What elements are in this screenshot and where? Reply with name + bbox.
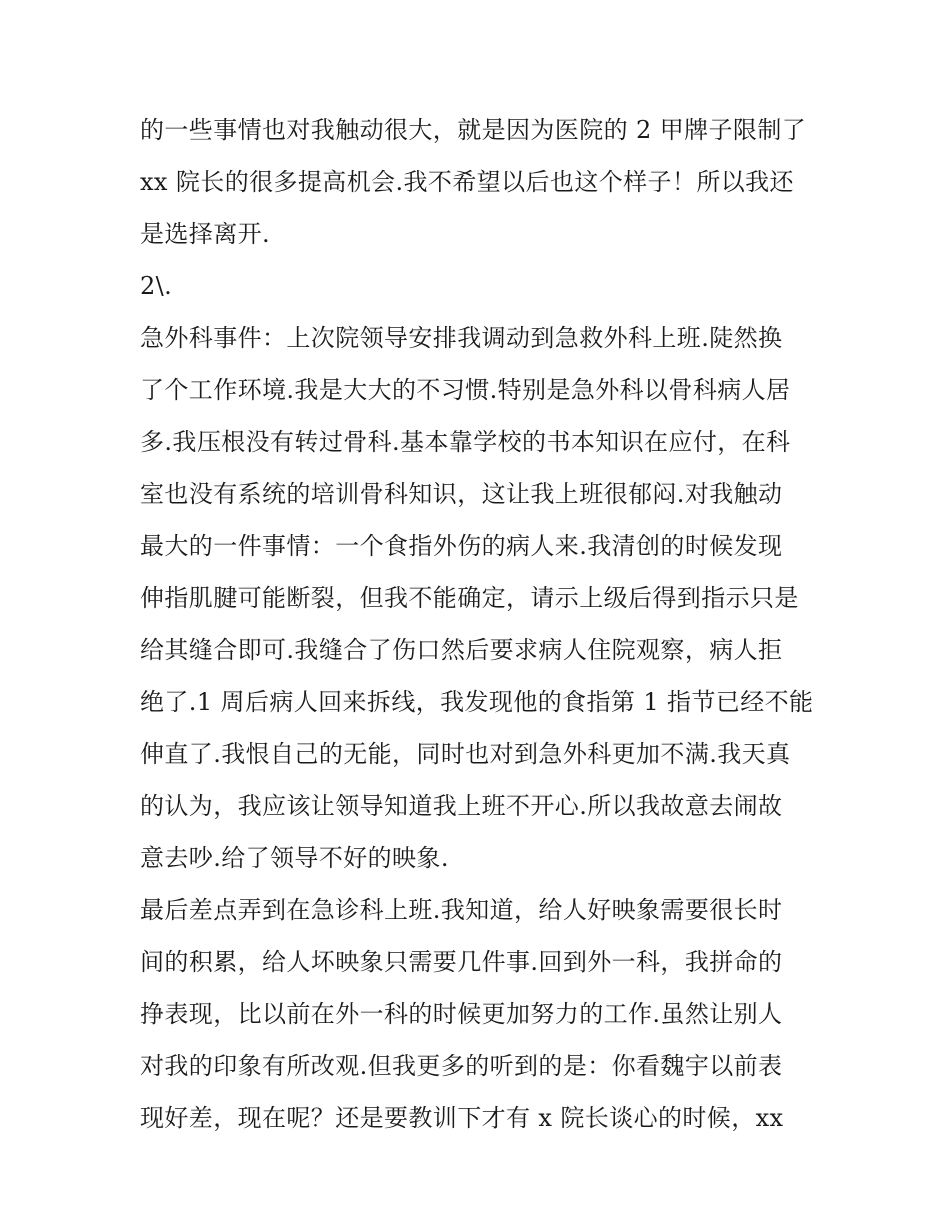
text-line: 室也没有系统的培训骨科知识，这让我上班很郁闷.对我触动 xyxy=(140,480,783,508)
text-line: 间的积累，给人坏映象只需要几件事.回到外一科，我拼命的 xyxy=(140,948,783,976)
text-line: 对我的印象有所改观.但我更多的听到的是：你看魏宇以前表 xyxy=(140,1052,783,1080)
text-line: xx 院长的很多提高机会.我不希望以后也这个样子！所以我还 xyxy=(140,168,794,196)
text-line: 伸直了.我恨自己的无能，同时也对到急外科更加不满.我天真 xyxy=(140,740,791,768)
text-line: 给其缝合即可.我缝合了伤口然后要求病人住院观察，病人拒 xyxy=(140,636,783,664)
text-line: 了个工作环境.我是大大的不习惯.特别是急外科以骨科病人居 xyxy=(140,376,791,404)
text-line: 意去吵.给了领导不好的映象. xyxy=(140,844,449,872)
text-line: 最大的一件事情：一个食指外伤的病人来.我清创的时候发现 xyxy=(140,532,783,560)
text-line: 伸指肌腱可能断裂，但我不能确定，请示上级后得到指示只是 xyxy=(140,584,799,612)
text-line: 的一些事情也对我触动很大，就是因为医院的 2 甲牌子限制了 xyxy=(140,116,807,144)
text-line: 绝了.1 周后病人回来拆线，我发现他的食指第 1 指节已经不能 xyxy=(140,688,814,716)
document-body xyxy=(140,104,820,1144)
text-line: 挣表现，比以前在外一科的时候更加努力的工作.虽然让别人 xyxy=(140,1000,783,1028)
section-number: 2\. xyxy=(140,272,173,300)
text-line: 最后差点弄到在急诊科上班.我知道，给人好映象需要很长时 xyxy=(140,896,783,924)
text-line: 是选择离开. xyxy=(140,220,271,248)
text-line: 急外科事件：上次院领导安排我调动到急救外科上班.陡然换 xyxy=(140,324,783,352)
text-line: 多.我压根没有转过骨科.基本靠学校的书本知识在应付，在科 xyxy=(140,428,791,456)
text-line: 现好差，现在呢？还是要教训下才有 x 院长谈心的时候，xx xyxy=(140,1104,784,1132)
text-line: 的认为，我应该让领导知道我上班不开心.所以我故意去闹故 xyxy=(140,792,783,820)
